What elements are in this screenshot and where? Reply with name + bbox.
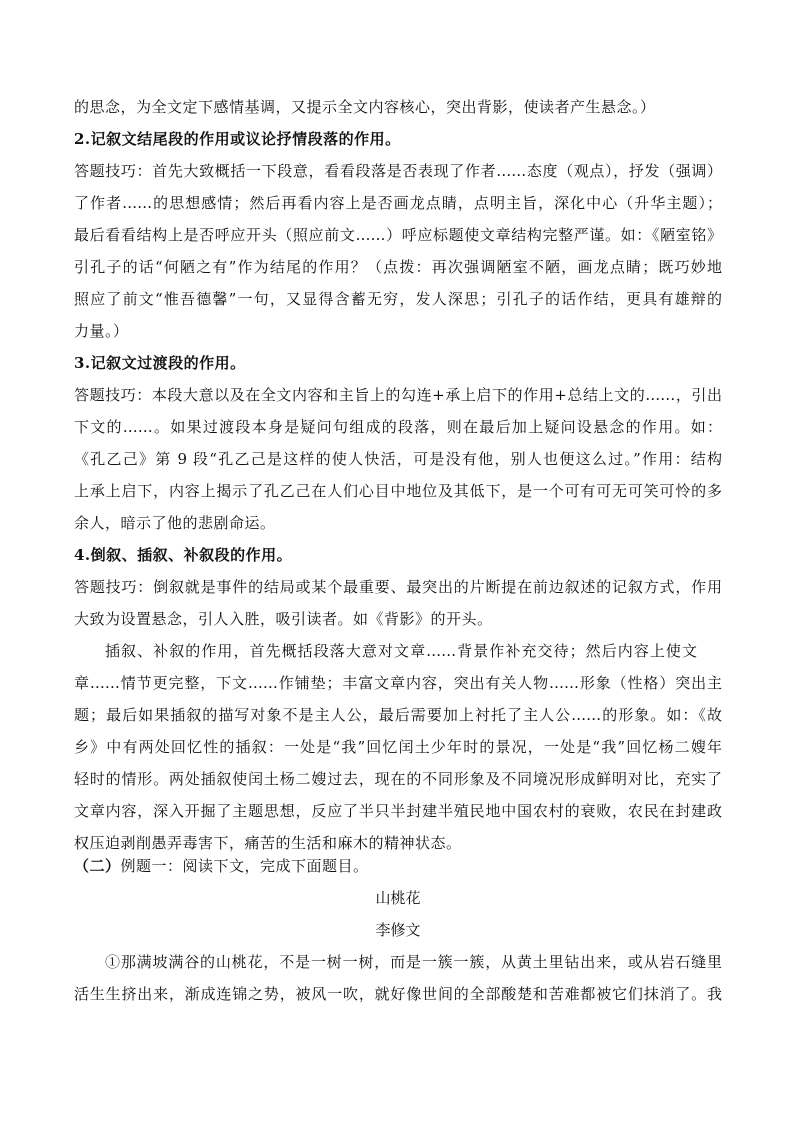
text-line: 力量。）	[74, 322, 129, 340]
text-line: 插叙、补叙的作用，首先概括段落大意对文章……背景作补充交待；然后内容上使文	[105, 642, 697, 660]
text-line: 上承上启下，内容上揭示了孔乙己在人们心目中地位及其低下，是一个可有可无可笑可怜的多	[74, 482, 722, 500]
document-body	[74, 91, 722, 1010]
text-line: 章……情节更完整，下文……作铺垫；丰富文章内容，突出有关人物……形象（性格）突出主	[74, 674, 722, 692]
text-line: 下文的……。如果过渡段本身是疑问句组成的段落，则在最后加上疑问设悬念的作用。如：	[74, 418, 722, 436]
section-heading: 4.倒叙、插叙、补叙段的作用。	[74, 546, 293, 564]
text-line: ①那满坡满谷的山桃花，不是一树一树，而是一簇一簇，从黄土里钻出来，或从岩石缝里	[105, 953, 722, 971]
text-line: 了作者……的思想感情；然后再看内容上是否画龙点睛，点明主旨，深化中心（升华主题）；	[74, 194, 722, 212]
text-line: 活生生挤出来，渐成连锦之势，被风一吹，就好像世间的全部酸楚和苦难都被它们抹消了。我	[74, 985, 722, 1003]
section-heading: 2.记叙文结尾段的作用或议论抒情段落的作用。	[74, 130, 401, 148]
example-text: 例题一：阅读下文，完成下面题目。	[120, 857, 369, 875]
text-line: 答题技巧：本段大意以及在全文内容和主旨上的勾连+承上启下的作用+总结上文的……，引出	[74, 386, 722, 404]
example-label: （二）	[74, 857, 121, 875]
text-line: 题；最后如果插叙的描写对象不是主人公，最后需要加上衬托了主人公……的形象。如：《故	[74, 706, 722, 724]
text-line: 答题技巧：倒叙就是事件的结局或某个最重要、最突出的片断提在前边叙述的记叙方式，作用	[74, 578, 722, 596]
text-line: 最后看看结构上是否呼应开头（照应前文……）呼应标题使文章结构完整严谨。如：《陋室铭》	[74, 226, 722, 244]
article-title: 山桃花	[375, 889, 421, 907]
article-author: 李修文	[375, 921, 421, 939]
text-line: 文章内容，深入开掘了主题思想，反应了半只半封建半殖民地中国农村的衰败，农民在封建政	[74, 802, 722, 820]
text-line: 答题技巧：首先大致概括一下段意，看看段落是否表现了作者……态度（观点），抒发（强调）	[74, 162, 722, 180]
text-line: 《孔乙己》第 9 段“孔乙己是这样的使人快活，可是没有他，别人也便这么过。”作用：结构	[74, 450, 722, 468]
text-line: 的思念，为全文定下感情基调，又提示全文内容核心，突出背影，使读者产生悬念。）	[74, 98, 656, 116]
section-heading: 3.记叙文过渡段的作用。	[74, 354, 246, 372]
text-line: 余人，暗示了他的悲剧命运。	[74, 514, 276, 532]
text-line: 乡》中有两处回忆性的插叙：一处是“我”回忆闰土少年时的景况，一处是“我”回忆杨二嫂年	[74, 738, 722, 756]
text-line: 引孔子的话“何陋之有”作为结尾的作用？（点拨：再次强调陋室不陋，画龙点睛；既巧妙地	[74, 258, 722, 276]
text-line: 照应了前文“惟吾德馨”一句，又显得含蓄无穷，发人深思；引孔子的话作结，更具有雄辩的	[74, 290, 722, 308]
text-line: 轻时的情形。两处插叙使闰土杨二嫂过去，现在的不同形象及不同境况形成鲜明对比，充实了	[74, 770, 722, 788]
text-line: 大致为设置悬念，引人入胜，吸引读者。如《背影》的开头。	[74, 610, 493, 628]
text-line: 权压迫剥削愚弄毒害下，痛苦的生活和麻木的精神状态。	[74, 834, 462, 852]
